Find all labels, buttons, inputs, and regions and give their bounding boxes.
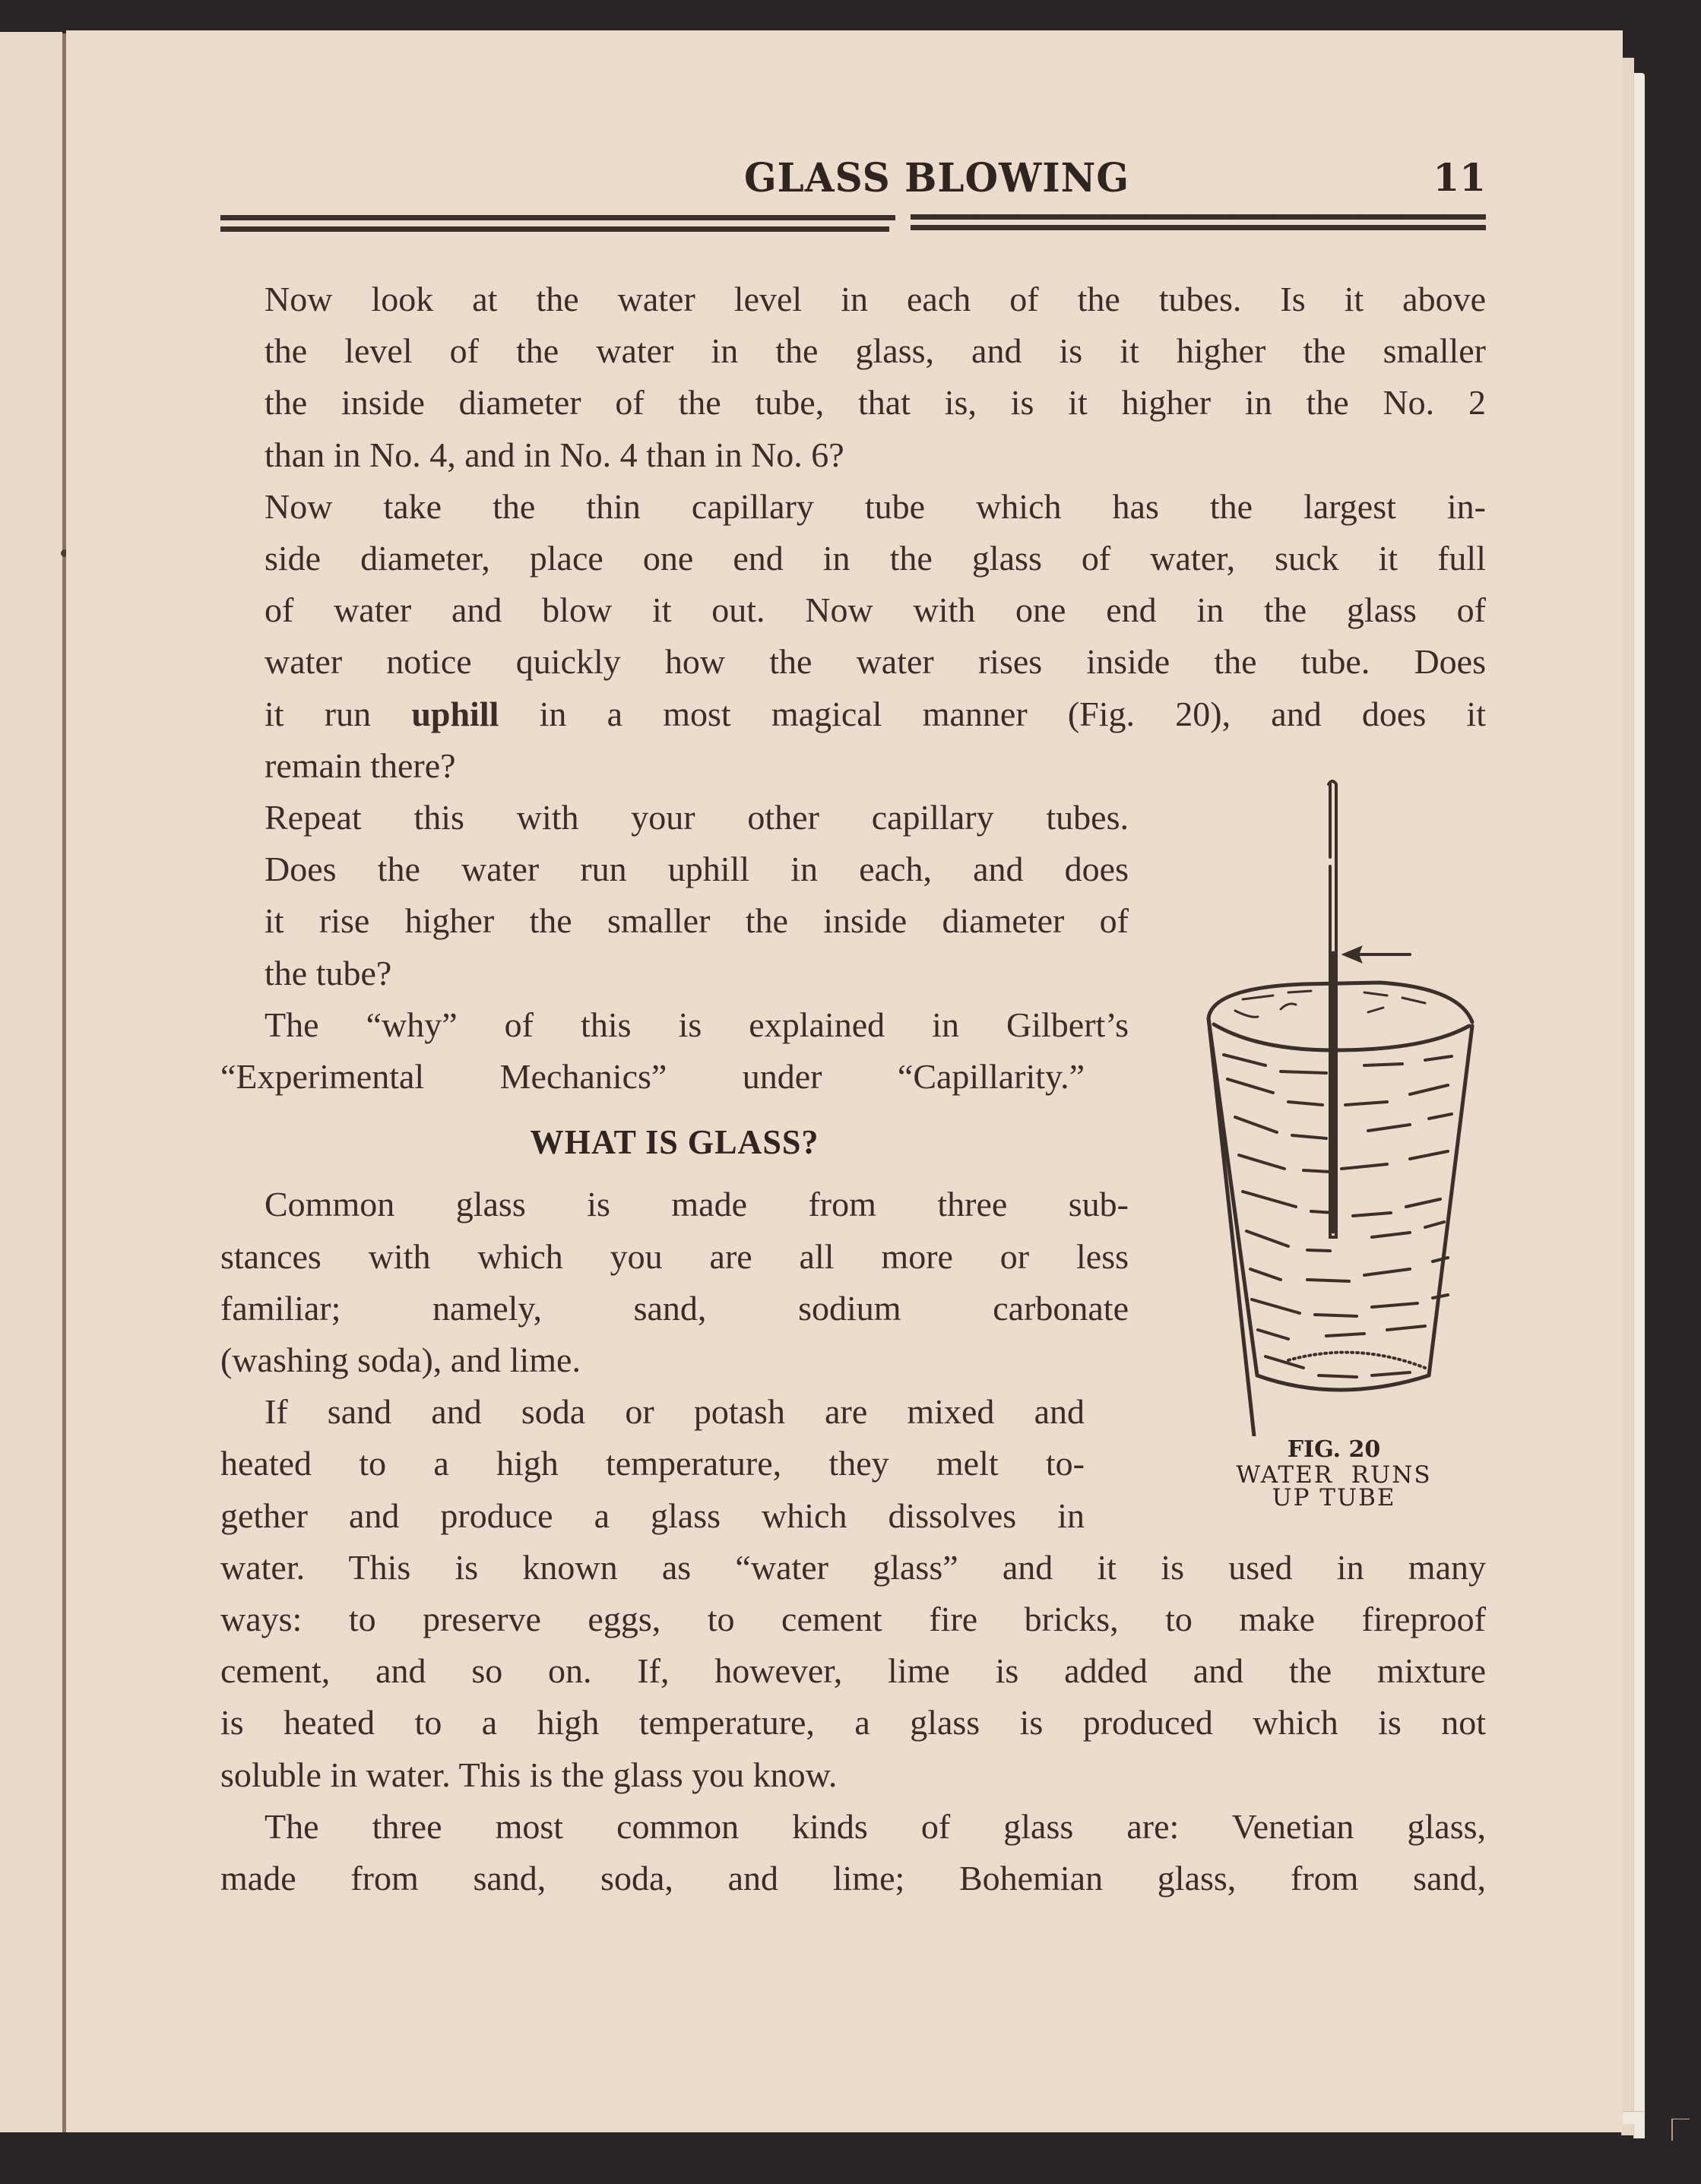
text-line: is heated to a high temperature, a glass is produced which is not [220,1703,1486,1742]
text-line: gether and produce a glass which dissolves in [220,1496,1085,1535]
figure-20 [1182,768,1486,1527]
paragraph [220,274,1486,481]
paragraph [220,1801,1486,1904]
header-rule [220,215,895,220]
text-line: the inside diameter of the tube, that is, is it higher in the No. 2 [264,383,1486,423]
section-heading: WHAT IS GLASS? [530,1122,819,1162]
text-line: familiar; namely, sand, sodium carbonate [220,1288,1129,1328]
text-line: Does the water run uphill in each, and does [264,850,1129,889]
paragraph [220,792,1129,999]
text-line: it rise higher the smaller the inside diameter of [264,901,1129,941]
figure-caption-line: WATER RUNS [1236,1461,1432,1489]
figure-number: FIG. 20 [1287,1436,1381,1463]
text-line: water notice quickly how the water rises inside the tube. Does [264,642,1486,682]
capillary-tube-in-glass-illustration [1182,768,1486,1436]
page-corner-mark [1671,2119,1690,2141]
text-line: The three most common kinds of glass are: Venetian glass, [264,1806,1486,1846]
page-number: 11 [1433,155,1486,200]
text-line: side diameter, place one end in the glass of water, suck it full [264,539,1486,578]
text-line: ways: to preserve eggs, to cement fire bricks, to make fireproof [220,1600,1486,1639]
running-title: GLASS BLOWING [743,154,1130,201]
text-line: Now look at the water level in each of the tubes. Is it above [264,280,1486,318]
paragraph [220,1179,1129,1386]
emphasized-word: uphill [411,694,499,733]
page-stack-edge [1621,58,1634,2135]
figure-caption-line: UP TUBE [1272,1484,1396,1511]
text-line: Repeat this with your other capillary tubes. [264,798,1129,837]
text-line: Common glass is made from three sub- [264,1185,1129,1224]
running-head [220,152,1486,213]
text-line: soluble in water. This is the glass you know. [220,1755,838,1794]
text-line: The “why” of this is explained in Gilbert’s [264,1005,1129,1044]
text-line: Now take the thin capillary tube which has the largest in- [264,486,1486,526]
text-line: water. This is known as “water glass” and it is used in many [220,1547,1486,1587]
text-line-with-emphasis: it run uphill in a most magical manner (Fig. 20), and does it [264,694,1486,733]
header-rule [911,225,1486,230]
paragraph [220,999,1129,1103]
page-stack-edge-outer [1633,73,1645,2138]
figure-caption [1182,1436,1486,1509]
text-line: remain there? [264,745,456,785]
text-line: of water and blow it out. Now with one end in the glass of [264,590,1486,630]
paragraph [220,481,1486,792]
text-line: “Experimental Mechanics” under “Capillarity.” [220,1057,1085,1097]
text-line: stances with which you are all more or less [220,1236,1129,1276]
text-line: the level of the water in the glass, and is it higher the smaller [264,331,1486,371]
text-line: than in No. 4, and in No. 4 than in No. 6? [264,435,844,474]
text-line: heated to a high temperature, they melt to- [220,1444,1085,1483]
text-line: the tube? [264,953,392,992]
facing-page-edge [0,32,62,2132]
text-line: made from sand, soda, and lime; Bohemian glass, from sand, [220,1859,1486,1898]
header-rule [911,214,1486,220]
header-rule [220,226,889,232]
text-line: cement, and so on. If, however, lime is added and the mixture [220,1651,1486,1691]
text-line: (washing soda), and lime. [220,1340,581,1380]
text-line: If sand and soda or potash are mixed and [264,1392,1085,1432]
